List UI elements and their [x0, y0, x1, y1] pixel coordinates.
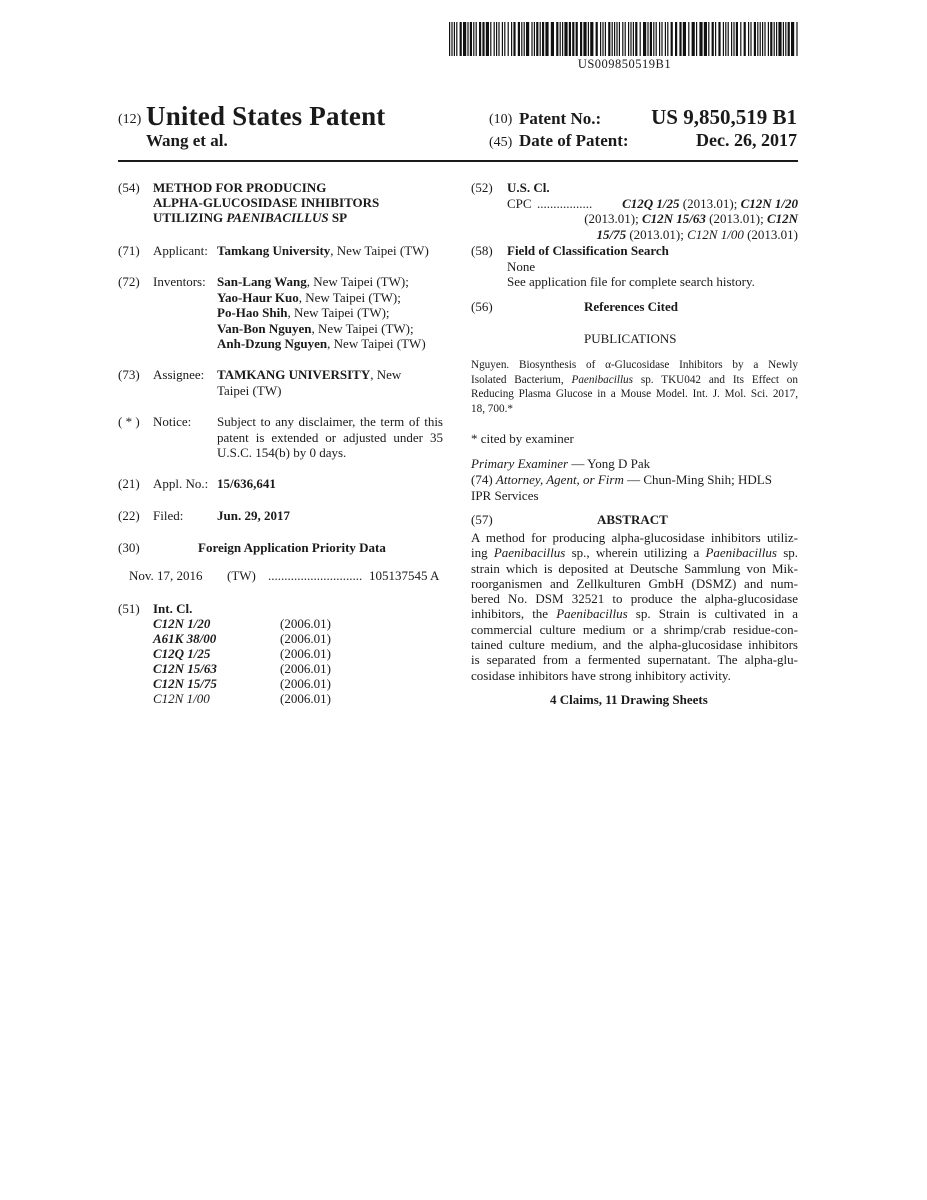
barcode-bar	[583, 22, 586, 56]
barcode-bar	[733, 22, 734, 56]
barcode-bar	[572, 22, 574, 56]
barcode-bar	[718, 22, 720, 56]
cpc-version: (2013.01)	[743, 226, 798, 242]
barcode-number: US009850519B1	[577, 57, 672, 71]
pub-text: Isolated Bacterium,	[471, 373, 572, 386]
int-class-row	[153, 616, 353, 631]
inventor-location: , New Taipei (TW);	[287, 305, 390, 320]
abstract-text: commercial culture medium or a shrimp/crab residue-con-	[471, 621, 798, 637]
barcode-bar	[602, 22, 603, 56]
assignee-location-2: Taipei (TW)	[217, 382, 282, 398]
abstract-text: sp., wherein utilizing a	[565, 545, 706, 561]
cited-by-examiner: * cited by examiner	[471, 431, 574, 446]
barcode-bar	[760, 22, 761, 56]
barcode-bar	[531, 22, 532, 56]
barcode-bar	[486, 22, 489, 56]
abstract-text: inhibitors, the	[471, 606, 557, 622]
int-class-code: A61K 38/00	[153, 631, 217, 646]
barcode-bar	[679, 22, 681, 56]
barcode-bar	[580, 22, 582, 56]
barcode-bar	[688, 22, 689, 56]
cpc-line-3	[596, 227, 798, 243]
notice-label: Notice:	[153, 414, 192, 429]
examiner-label: Primary Examiner	[471, 456, 569, 471]
appl-no-label: Appl. No.:	[153, 476, 209, 491]
code-58: (58)	[471, 243, 493, 258]
abstract-text: sp. Strain is cultivated in a	[627, 606, 799, 622]
barcode-bar	[699, 22, 702, 56]
inventor	[217, 305, 390, 321]
barcode-bar	[619, 22, 620, 56]
barcode-bar	[762, 22, 763, 56]
barcode-bar	[569, 22, 571, 56]
notice-line-1: Subject to any disclaimer, the term of this	[217, 414, 443, 429]
barcode-bar	[608, 22, 610, 56]
publication-type: United States Patent	[146, 101, 386, 131]
barcode-bar	[659, 22, 660, 56]
abstract-text: tained culture medium, and the alpha-glucosidase inhibitors	[471, 637, 798, 653]
barcode-bar	[788, 22, 790, 56]
inventor-location: , New Taipei (TW);	[311, 320, 414, 336]
barcode-bar	[692, 22, 695, 56]
publication-line-4: 18, 700.*	[471, 402, 513, 415]
int-class-version: (2006.01)	[280, 616, 331, 631]
inventor	[217, 321, 414, 337]
abstract-line	[471, 652, 798, 667]
assignee-name: TAMKANG UNIVERSITY	[217, 367, 371, 382]
barcode-bar	[708, 22, 709, 56]
barcode-bar	[757, 22, 758, 56]
barcode-bar	[600, 22, 601, 56]
barcode-bar	[764, 22, 765, 56]
barcode-bar	[647, 22, 648, 56]
code-57: (57)	[471, 512, 493, 527]
cpc-label: CPC	[507, 195, 532, 211]
abstract-line	[471, 545, 798, 560]
barcode-bar	[518, 22, 520, 56]
code-45: (45)	[489, 135, 513, 150]
barcode-bar	[770, 22, 772, 56]
appl-no: 15/636,641	[217, 476, 276, 491]
applicant-location: , New Taipei (TW)	[330, 243, 429, 258]
code-22: (22)	[118, 508, 140, 523]
barcode-bar	[616, 22, 617, 56]
int-class-version: (2006.01)	[280, 646, 331, 661]
barcode-bar	[625, 22, 626, 56]
barcode-bar	[521, 22, 522, 56]
barcode-bar	[498, 22, 499, 56]
patent-no-label: Patent No.:	[519, 109, 602, 128]
barcode-bar	[740, 22, 741, 56]
publication-line-3: Reducing Plasma Glucose in a Mouse Model. Int. J. Mol. Sci. 2017,	[471, 388, 798, 400]
publications-heading: PUBLICATIONS	[584, 331, 677, 346]
barcode-bar	[456, 22, 457, 56]
abstract-line	[471, 591, 798, 606]
priority-date: Nov. 17, 2016	[129, 568, 203, 583]
field-search-label: Field of Classification Search	[507, 243, 669, 258]
barcode-bar	[656, 22, 657, 56]
barcode-bar	[545, 22, 548, 56]
barcode-bar	[451, 22, 452, 56]
code-74: (74)	[471, 472, 493, 487]
barcode-bar	[696, 22, 697, 56]
inventor	[217, 336, 426, 352]
references-heading: References Cited	[584, 299, 678, 314]
barcode-bar	[796, 22, 797, 56]
barcode-bar	[785, 22, 786, 56]
barcode-bar	[526, 22, 529, 56]
barcode-bar	[725, 22, 726, 56]
barcode-bar	[783, 22, 784, 56]
pub-genus: Paenibacillus	[571, 373, 634, 386]
barcode-bar	[774, 22, 775, 56]
barcode-bar	[778, 22, 781, 56]
inventor-name: Po-Hao Shih	[217, 305, 288, 320]
barcode-bar	[731, 22, 732, 56]
barcode-bar	[524, 22, 525, 56]
abstract-text: A method for producing alpha-glucosidase inhibitors utiliz-	[471, 530, 798, 545]
abstract-line	[471, 576, 798, 591]
barcode-bar	[560, 22, 561, 56]
barcode-bar	[449, 22, 450, 56]
int-class-code: C12N 1/00	[153, 691, 210, 706]
barcode-bar	[630, 22, 631, 56]
filed-date: Jun. 29, 2017	[217, 508, 290, 523]
title-suffix: SP	[328, 210, 348, 225]
barcode-bar	[750, 22, 751, 56]
abstract-line	[471, 530, 798, 545]
abstract-line	[471, 606, 798, 621]
barcode-bar	[576, 22, 578, 56]
priority-country: (TW)	[227, 568, 256, 583]
barcode-bar	[540, 22, 541, 56]
abstract-text: roorganismen and Zellkulturen GmbH (DSMZ) and num-	[471, 575, 798, 591]
abstract-text: ing	[471, 545, 494, 561]
int-class-version: (2006.01)	[280, 691, 331, 706]
title-genus: PAENIBACILLUS	[226, 210, 329, 225]
inventor-name: Anh-Dzung Nguyen	[217, 336, 328, 351]
barcode-bar	[504, 22, 505, 56]
barcode-bar	[667, 22, 668, 56]
cpc-version: (2013.01);	[626, 226, 688, 242]
barcode-bar	[494, 22, 495, 56]
code-71: (71)	[118, 243, 140, 258]
applicant	[217, 243, 429, 259]
field-search-note: See application file for complete search history.	[507, 274, 755, 289]
abstract-text: sp.	[776, 545, 798, 561]
int-class-code: C12Q 1/25	[153, 646, 211, 661]
barcode-bar	[661, 22, 662, 56]
barcode-bar	[640, 22, 641, 56]
barcode-bar	[508, 22, 509, 56]
barcode-bar	[715, 22, 716, 56]
inventor-location: , New Taipei (TW)	[327, 336, 426, 351]
cpc-version: (2013.01);	[705, 211, 767, 226]
code-notice: ( * )	[118, 414, 140, 429]
barcode-bar	[704, 22, 707, 56]
barcode-bar	[460, 22, 462, 56]
cpc-line-2	[584, 211, 798, 227]
assignee-location: , New	[370, 367, 402, 382]
barcode-bar	[748, 22, 749, 56]
int-class-row	[153, 691, 353, 706]
barcode-bar	[744, 22, 746, 56]
cpc-class: 15/75	[596, 226, 627, 242]
barcode-bar	[564, 22, 567, 56]
barcode-bar	[490, 22, 491, 56]
attorney-line-2: IPR Services	[471, 487, 539, 503]
header-rule	[118, 160, 798, 162]
barcode-bar	[473, 22, 474, 56]
code-72: (72)	[118, 274, 140, 289]
int-class-version: (2006.01)	[280, 676, 331, 691]
barcode-bar	[612, 22, 613, 56]
barcode-bar	[754, 22, 756, 56]
pub-text: sp. TKU042 and Its Effect on	[633, 373, 798, 386]
cpc-dots: .................	[537, 195, 593, 211]
assignee-label: Assignee:	[153, 367, 205, 382]
publication-line-2	[471, 373, 798, 387]
cpc-version: (2013.01);	[584, 211, 642, 226]
priority-heading: Foreign Application Priority Data	[198, 540, 386, 555]
barcode-bar	[633, 22, 634, 56]
code-56: (56)	[471, 299, 493, 314]
notice-line-3: U.S.C. 154(b) by 0 days.	[217, 445, 347, 460]
code-52: (52)	[471, 180, 493, 195]
primary-examiner	[471, 456, 650, 472]
barcode-bar	[467, 22, 468, 56]
barcode-bar	[463, 22, 466, 56]
cpc-line-1	[622, 196, 798, 212]
code-10: (10)	[489, 112, 513, 127]
barcode-bar	[536, 22, 538, 56]
barcode-bar	[482, 22, 484, 56]
barcode-bar	[551, 22, 554, 56]
barcode-bar	[675, 22, 677, 56]
barcode-bar	[511, 22, 512, 56]
abstract-line	[471, 561, 798, 576]
int-class-row	[153, 676, 353, 691]
assignee	[217, 367, 401, 383]
abstract-text: cosidase inhibitors have strong inhibitory activity.	[471, 667, 731, 683]
abstract-line	[471, 668, 798, 683]
barcode-bar	[723, 22, 724, 56]
examiner-name: — Yong D Pak	[568, 456, 651, 471]
abstract-heading: ABSTRACT	[597, 512, 668, 527]
barcode-bar	[605, 22, 606, 56]
claims-line: 4 Claims, 11 Drawing Sheets	[550, 692, 708, 707]
cpc-class: C12N 15/63	[641, 211, 706, 226]
abstract-line	[471, 622, 798, 637]
barcode-bar	[628, 22, 629, 56]
barcode-bar	[470, 22, 472, 56]
barcode-bar	[635, 22, 637, 56]
attorney	[471, 472, 772, 488]
authors: Wang et al.	[146, 131, 228, 150]
barcode-bar	[596, 22, 598, 56]
abstract-genus: Paenibacillus	[493, 545, 566, 561]
inventor	[217, 290, 401, 306]
abstract-line	[471, 637, 798, 652]
code-51: (51)	[118, 601, 140, 616]
barcode-bar	[653, 22, 654, 56]
barcode-bar	[671, 22, 673, 56]
inventor-location: , New Taipei (TW);	[298, 289, 401, 305]
cpc-class: C12Q 1/25	[622, 195, 680, 211]
barcode-bar	[590, 22, 593, 56]
field-search-none: None	[507, 258, 536, 274]
barcode-bar	[650, 22, 652, 56]
date-label: Date of Patent:	[519, 131, 629, 150]
int-class-row	[153, 661, 353, 676]
priority-number: 105137545 A	[369, 568, 440, 583]
barcode-bar	[712, 22, 714, 56]
int-class-version: (2006.01)	[280, 631, 331, 646]
barcode-bar	[614, 22, 615, 56]
barcode-bar	[476, 22, 477, 56]
inventors-label: Inventors:	[153, 274, 206, 289]
applicant-label: Applicant:	[153, 243, 208, 258]
inventor	[217, 274, 409, 290]
attorney-name: — Chun-Ming Shih; HDLS	[623, 472, 772, 487]
barcode-bar	[479, 22, 481, 56]
barcode-bar	[791, 22, 794, 56]
barcode-bar	[622, 22, 623, 56]
barcode-bar	[665, 22, 666, 56]
int-class-code: C12N 15/63	[153, 661, 217, 676]
priority-dots: .............................	[268, 568, 363, 583]
attorney-label: Attorney, Agent, or Firm	[495, 472, 624, 487]
date-of-patent: Dec. 26, 2017	[696, 130, 797, 150]
barcode-bar	[534, 22, 535, 56]
publication-line-1: Nguyen. Biosynthesis of α-Glucosidase Inhibitors by a Newly	[471, 359, 798, 371]
title-line-2: ALPHA-GLUCOSIDASE INHIBITORS	[153, 195, 380, 210]
int-class-row	[153, 631, 353, 646]
abstract-genus: Paenibacillus	[705, 545, 777, 561]
code-54: (54)	[118, 180, 140, 195]
abstract-text: is separated from a fermented supernatant. The alpha-glu-	[471, 652, 798, 668]
code-12: (12)	[118, 112, 142, 127]
int-class-row	[153, 646, 353, 661]
barcode-bar	[736, 22, 738, 56]
notice-line-2: patent is extended or adjusted under 35	[217, 429, 443, 445]
barcode-bar	[588, 22, 589, 56]
cpc-class: C12N 1/20	[740, 195, 798, 211]
int-class-code: C12N 15/75	[153, 676, 217, 691]
cpc-version: (2013.01);	[679, 195, 741, 211]
int-cl-label: Int. Cl.	[153, 601, 193, 616]
title-text: UTILIZING	[153, 210, 227, 225]
title-line-3	[153, 210, 347, 226]
inventor-name: Van-Bon Nguyen	[217, 320, 312, 336]
barcode-bar	[556, 22, 558, 56]
inventor-name: San-Lang Wang	[217, 274, 307, 289]
barcode	[449, 22, 800, 56]
abstract-body	[471, 530, 798, 683]
inventor-location: , New Taipei (TW);	[306, 274, 409, 289]
barcode-bar	[502, 22, 503, 56]
patent-number: US 9,850,519 B1	[651, 105, 797, 129]
barcode-bar	[542, 22, 544, 56]
int-class-version: (2006.01)	[280, 661, 331, 676]
cpc-class: C12N 1/00	[687, 226, 744, 242]
barcode-bar	[513, 22, 515, 56]
abstract-text: bered No. DSM 32521 to produce the alpha-glucosidase	[471, 591, 798, 607]
abstract-genus: Paenibacillus	[556, 606, 628, 622]
code-21: (21)	[118, 476, 140, 491]
cpc-class: C12N	[766, 211, 798, 226]
abstract-text: strain which is deposited at Deutsche Sammlung von Mik-	[471, 560, 798, 576]
barcode-bar	[454, 22, 455, 56]
barcode-bar	[728, 22, 729, 56]
barcode-bar	[768, 22, 769, 56]
title-line-1: METHOD FOR PRODUCING	[153, 180, 327, 195]
code-30: (30)	[118, 540, 140, 555]
applicant-name: Tamkang University	[217, 243, 331, 258]
barcode-bar	[562, 22, 563, 56]
inventor-name: Yao-Haur Kuo	[217, 289, 299, 305]
code-73: (73)	[118, 367, 140, 382]
barcode-bar	[683, 22, 686, 56]
filed-label: Filed:	[153, 508, 184, 523]
barcode-bar	[643, 22, 646, 56]
us-cl-label: U.S. Cl.	[507, 180, 550, 195]
barcode-bar	[776, 22, 777, 56]
int-class-code: C12N 1/20	[153, 616, 211, 631]
barcode-bar	[496, 22, 497, 56]
